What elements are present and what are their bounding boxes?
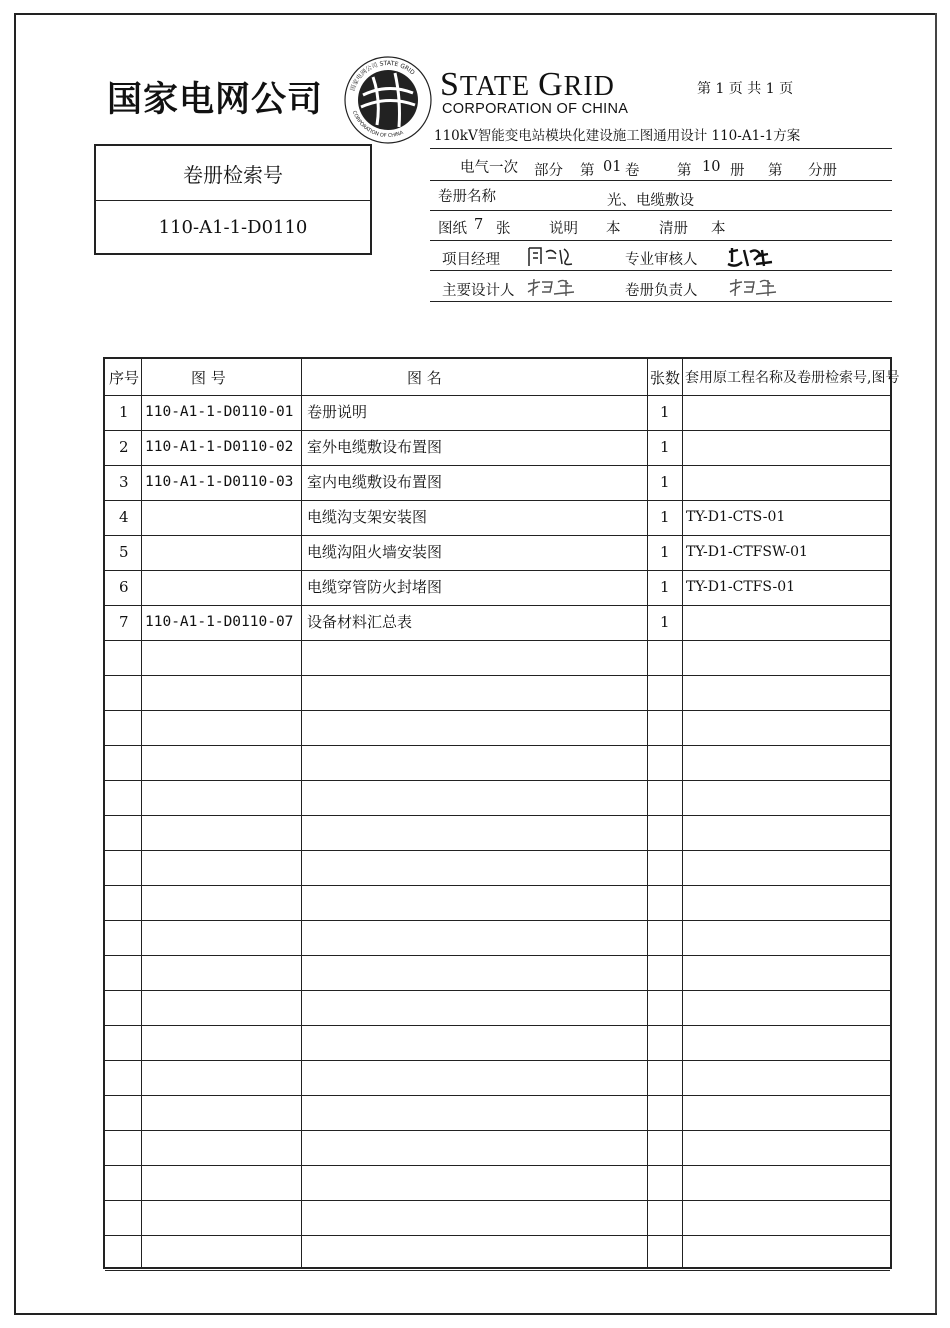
volume-name-label: 卷册名称 bbox=[438, 189, 496, 205]
table-cell-sheets: 1 bbox=[660, 578, 670, 596]
project-title: 110kV智能变电站模块化建设施工图通用设计 110-A1-1方案 bbox=[434, 128, 801, 144]
table-cell-ref: TY-D1-CTFSW-01 bbox=[686, 544, 808, 560]
list-unit: 本 bbox=[711, 221, 726, 237]
info-rule bbox=[430, 240, 892, 241]
header-drawing-name: 图 名 bbox=[407, 369, 442, 387]
brand-name-en: STATE GRID bbox=[440, 66, 615, 103]
table-cell-seq: 4 bbox=[119, 508, 129, 526]
table-cell-sheets: 1 bbox=[660, 403, 670, 421]
volume-index-label: 卷册检索号 bbox=[96, 146, 370, 201]
svg-text:CORPORATION OF CHINA: CORPORATION OF CHINA bbox=[350, 110, 405, 140]
drawing-list-table bbox=[103, 357, 900, 1269]
table-cell-name: 电缆沟支架安装图 bbox=[307, 508, 428, 526]
main-designer-label: 主要设计人 bbox=[442, 283, 515, 299]
page-info: 第 1 页 共 1 页 bbox=[697, 81, 794, 97]
part-name: 电气一次 bbox=[460, 160, 518, 176]
svg-text:国家电网公司 STATE GRID: 国家电网公司 STATE GRID bbox=[349, 59, 416, 92]
table-cell-seq: 1 bbox=[119, 403, 129, 421]
volume-owner-signature bbox=[726, 276, 780, 300]
row-divider bbox=[105, 780, 890, 781]
row-divider bbox=[105, 675, 890, 676]
info-rule bbox=[430, 148, 892, 149]
project-manager-signature bbox=[526, 244, 576, 270]
table-cell-sheets: 1 bbox=[660, 508, 670, 526]
table-cell-no: 110-A1-1-D0110-07 bbox=[145, 614, 294, 630]
book-prefix: 第 bbox=[677, 163, 692, 179]
info-rule bbox=[430, 270, 892, 271]
volume-owner-label: 卷册负责人 bbox=[625, 283, 698, 299]
brand-subtitle-en: CORPORATION OF CHINA bbox=[442, 101, 629, 117]
table-cell-name: 室外电缆敷设布置图 bbox=[307, 438, 443, 456]
row-divider bbox=[105, 1165, 890, 1166]
vol-number: 01 bbox=[603, 159, 622, 175]
row-divider bbox=[105, 1270, 890, 1271]
table-cell-sheets: 1 bbox=[660, 613, 670, 631]
table-cell-no: 110-A1-1-D0110-01 bbox=[145, 404, 294, 420]
header-sheets: 张数 bbox=[650, 369, 681, 387]
row-divider bbox=[105, 1060, 890, 1061]
table-cell-name: 设备材料汇总表 bbox=[307, 613, 413, 631]
header-seq: 序号 bbox=[109, 369, 140, 387]
description-label: 说明 bbox=[549, 221, 578, 237]
table-cell-ref: TY-D1-CTS-01 bbox=[686, 509, 786, 525]
row-divider bbox=[105, 1200, 890, 1201]
sub-suffix: 分册 bbox=[808, 163, 837, 179]
main-designer-signature bbox=[524, 276, 578, 300]
row-divider bbox=[105, 640, 890, 641]
header-reference: 套用原工程名称及卷册检索号,图号 bbox=[685, 370, 900, 386]
list-label: 清册 bbox=[659, 221, 688, 237]
row-divider bbox=[105, 1025, 890, 1026]
info-rule bbox=[430, 180, 892, 181]
table-cell-sheets: 1 bbox=[660, 473, 670, 491]
drawings-count: 7 bbox=[474, 217, 484, 233]
book-number: 10 bbox=[702, 159, 721, 175]
table-cell-ref: TY-D1-CTFS-01 bbox=[686, 579, 796, 595]
volume-name-value: 光、电缆敷设 bbox=[607, 193, 694, 209]
row-divider bbox=[105, 990, 890, 991]
table-cell-seq: 3 bbox=[119, 473, 129, 491]
table-cell-name: 电缆穿管防火封堵图 bbox=[307, 578, 443, 596]
project-manager-label: 项目经理 bbox=[442, 252, 500, 268]
table-cell-sheets: 1 bbox=[660, 438, 670, 456]
drawings-unit: 张 bbox=[496, 221, 511, 237]
row-divider bbox=[105, 1130, 890, 1131]
row-divider bbox=[105, 815, 890, 816]
table-cell-no: 110-A1-1-D0110-02 bbox=[145, 439, 294, 455]
row-divider bbox=[105, 1095, 890, 1096]
row-divider bbox=[105, 885, 890, 886]
table-cell-name: 电缆沟阻火墙安装图 bbox=[307, 543, 443, 561]
header-drawing-no: 图 号 bbox=[191, 369, 226, 387]
company-name-cn: 国家电网公司 bbox=[107, 80, 324, 120]
drawings-label: 图纸 bbox=[438, 221, 467, 237]
table-cell-seq: 6 bbox=[119, 578, 129, 596]
table-cell-sheets: 1 bbox=[660, 543, 670, 561]
volume-index-value: 110-A1-1-D0110 bbox=[158, 216, 308, 238]
drawing-frame-right-edge bbox=[935, 13, 937, 1313]
reviewer-signature bbox=[726, 244, 774, 270]
row-divider bbox=[105, 710, 890, 711]
part-suffix: 部分 bbox=[534, 163, 563, 179]
row-divider bbox=[105, 1235, 890, 1236]
sub-prefix: 第 bbox=[768, 163, 783, 179]
vol-suffix: 卷 bbox=[625, 163, 640, 179]
info-rule bbox=[430, 210, 892, 211]
table-cell-seq: 2 bbox=[119, 438, 129, 456]
row-divider bbox=[105, 920, 890, 921]
description-unit: 本 bbox=[606, 221, 621, 237]
table-cell-name: 卷册说明 bbox=[307, 403, 368, 421]
table-cell-no: 110-A1-1-D0110-03 bbox=[145, 474, 294, 490]
table-cell-seq: 5 bbox=[119, 543, 129, 561]
row-divider bbox=[105, 955, 890, 956]
row-divider bbox=[105, 850, 890, 851]
reviewer-label: 专业审核人 bbox=[625, 252, 698, 268]
table-cell-name: 室内电缆敷设布置图 bbox=[307, 473, 443, 491]
info-rule bbox=[430, 301, 892, 302]
state-grid-logo-icon bbox=[343, 55, 433, 145]
book-suffix: 册 bbox=[730, 163, 745, 179]
table-cell-seq: 7 bbox=[119, 613, 129, 631]
volume-index-box bbox=[94, 144, 372, 255]
row-divider bbox=[105, 745, 890, 746]
vol-prefix: 第 bbox=[580, 163, 595, 179]
